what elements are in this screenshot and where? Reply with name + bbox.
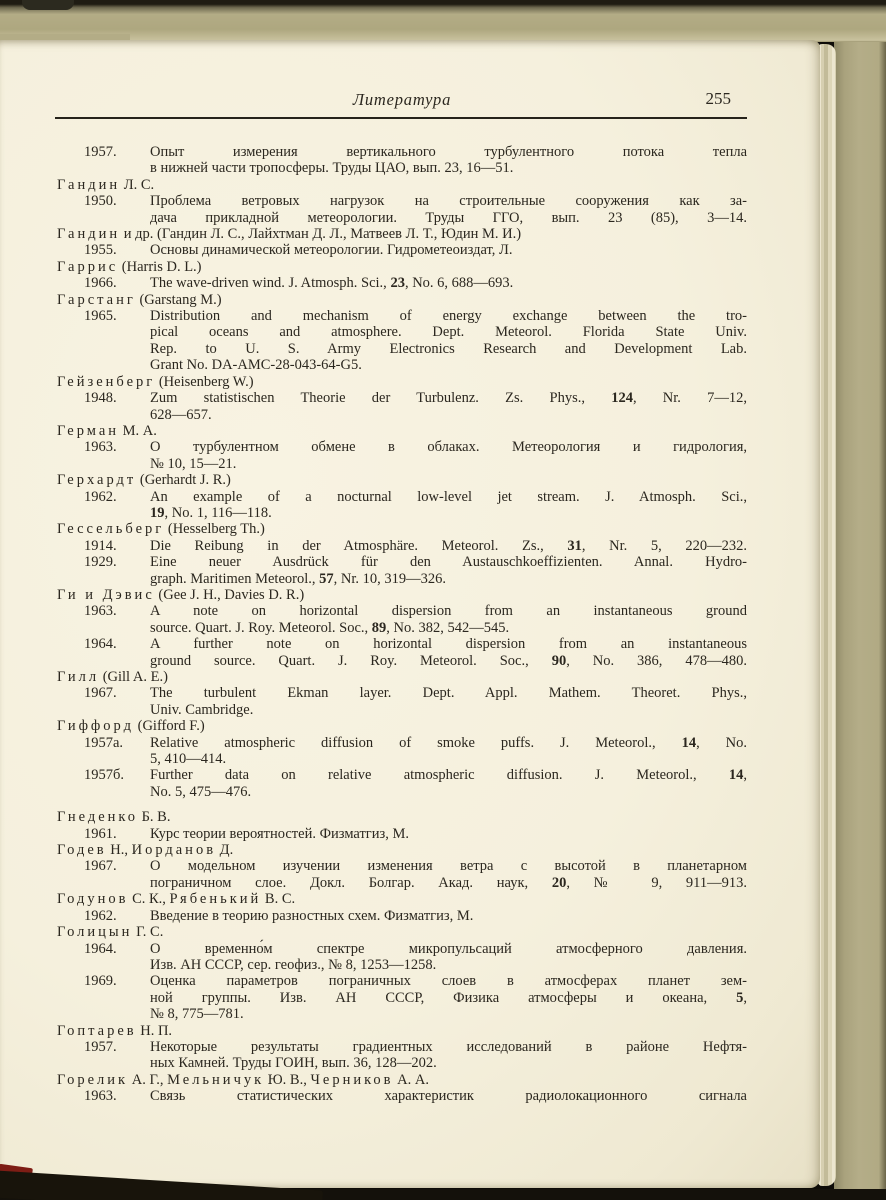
- author-line: [57, 587, 747, 603]
- reference-line: The wave-driven wind. J. Atmosph. Sci., 23, No. 6, 688—693.: [150, 275, 514, 292]
- reference-line: Eine neuer Ausdrück für den Austauschkoeffizienten. Annal. Hydro-: [150, 554, 747, 571]
- reference-line: О временно́м спектре микропульсаций атмосферного давления.: [150, 940, 747, 957]
- author-initials: Н.,: [106, 842, 132, 859]
- author-name: Черников: [310, 1071, 394, 1088]
- reference-year: 1914.: [84, 537, 117, 554]
- author-line: [57, 177, 747, 193]
- reference-line: О модельном изучении изменения ветра с высотой в планетарном: [150, 858, 747, 875]
- reference-entry: [57, 489, 747, 522]
- author-line: [57, 718, 747, 734]
- author-name: Гандин: [57, 226, 121, 243]
- author-initials: С. К.,: [128, 891, 170, 908]
- reference-line: Основы динамической метеорологии. Гидрометеоиздат, Л.: [150, 242, 513, 259]
- author-line: [57, 472, 747, 488]
- author-name: Гарстанг: [57, 291, 136, 308]
- author-name: Горелик: [57, 1071, 129, 1088]
- reference-year: 1967.: [84, 685, 117, 702]
- author-initials: Ю. В.,: [264, 1071, 311, 1088]
- reference-entry: [57, 603, 747, 636]
- reference-line: The turbulent Ekman layer. Dept. Appl. Mathem. Theoret. Phys.,: [150, 685, 747, 702]
- author-line: [57, 891, 747, 907]
- reference-line: An example of a nocturnal low-level jet stream. J. Atmosph. Sci.,: [150, 488, 747, 505]
- author-initials: А. Г.,: [128, 1071, 168, 1088]
- author-line: [57, 924, 747, 940]
- reference-line: Rep. to U. S. Army Electronics Research and Development Lab.: [150, 340, 747, 357]
- reference-year: 1962.: [84, 488, 117, 505]
- author-line: [57, 521, 747, 537]
- reference-year: 1957б.: [84, 767, 125, 784]
- reference-entry: [57, 908, 747, 924]
- reference-entry: [57, 636, 747, 669]
- reference-entry: [57, 144, 747, 177]
- reference-year: 1964.: [84, 940, 117, 957]
- reference-line: Курс теории вероятностей. Физматгиз, М.: [150, 825, 409, 842]
- author-initials: Г. С.: [132, 924, 164, 941]
- reference-line: Изв. АН СССР, сер. геофиз., № 8, 1253—1258.: [150, 956, 437, 973]
- reference-entry: [57, 826, 747, 842]
- reference-year: 1948.: [84, 390, 117, 407]
- reference-line: 19, No. 1, 116—118.: [150, 504, 272, 521]
- author-name: Ги и Дэвис: [57, 586, 155, 603]
- reference-entry: [57, 941, 747, 974]
- reference-line: Введение в теорию разностных схем. Физматгиз, М.: [150, 907, 474, 924]
- reference-line: Опыт измерения вертикального турбулентного потока тепла: [150, 144, 747, 160]
- reference-line: в нижней части тропосферы. Труды ЦАО, вып. 23, 16—51.: [150, 160, 514, 177]
- reference-year: 1965.: [84, 308, 117, 325]
- reference-entry: [57, 767, 747, 800]
- author-name: Годунов: [57, 891, 129, 908]
- author-name: Гоптарев: [57, 1022, 137, 1039]
- top-left-shadow: [22, 0, 74, 10]
- reference-line: Некоторые результаты градиентных исследований в районе Нефтя-: [150, 1038, 747, 1055]
- author-initials: Б. В.: [137, 809, 171, 826]
- reference-line: Further data on relative atmospheric diffusion. J. Meteorol., 14,: [150, 767, 747, 784]
- reference-year: 1957.: [84, 1038, 117, 1055]
- author-name: Годев: [57, 842, 107, 859]
- reference-line: Relative atmospheric diffusion of smoke puffs. J. Meteorol., 14, No.: [150, 734, 747, 751]
- reference-year: 1963.: [84, 439, 117, 456]
- reference-entry: [57, 1039, 747, 1072]
- page-number: 255: [705, 89, 731, 108]
- author-line: [57, 292, 747, 308]
- reference-year: 1963.: [84, 603, 117, 620]
- reference-line: ной группы. Изв. АН СССР, Физика атмосферы и океана, 5,: [150, 989, 747, 1006]
- reference-year: 1967.: [84, 858, 117, 875]
- reference-entry: [57, 685, 747, 718]
- author-name: Гандин: [57, 176, 121, 193]
- reference-line: Grant No. DA-AMC-28-043-64-G5.: [150, 357, 362, 374]
- reference-entry: [57, 735, 747, 768]
- author-name: Герман: [57, 422, 120, 439]
- author-initials: Н. П.: [136, 1022, 173, 1039]
- author-initials: (Harris D. L.): [118, 258, 202, 275]
- author-name: Герхардт: [57, 472, 137, 489]
- reference-line: A further note on horizontal dispersion from an instantaneous: [150, 636, 747, 653]
- author-initials: А. А.: [393, 1071, 429, 1088]
- author-name: Мельничук: [167, 1071, 265, 1088]
- author-name: Гейзенберг: [57, 373, 156, 390]
- book-page: [0, 40, 820, 1188]
- author-name: Гиффорд: [57, 718, 134, 735]
- author-initials: (Garstang M.): [135, 291, 222, 308]
- author-name: Гаррис: [57, 258, 119, 275]
- page-stack-fore-edge: [818, 44, 836, 1186]
- author-line: [57, 809, 747, 825]
- author-line: [57, 842, 747, 858]
- author-initials: (Heisenberg W.): [155, 373, 254, 390]
- reference-line: О турбулентном обмене в облаках. Метеорология и гидрология,: [150, 439, 747, 456]
- reference-year: 1950.: [84, 193, 117, 210]
- book-cover-right-edge: [834, 0, 886, 1200]
- author-initials: (Gerhardt J. R.): [136, 472, 231, 489]
- reference-year: 1964.: [84, 636, 117, 653]
- reference-line: пограничном слое. Докл. Болгар. Акад. наук, 20, № 9, 911—913.: [150, 874, 747, 891]
- reference-entry: [57, 242, 747, 258]
- reference-entry: [57, 439, 747, 472]
- reference-line: № 10, 15—21.: [150, 455, 237, 472]
- reference-line: source. Quart. J. Roy. Meteorol. Soc., 89, No. 382, 542—545.: [150, 619, 510, 636]
- reference-line: Связь статистических характеристик радиолокационного сигнала: [150, 1088, 747, 1105]
- author-initials: (Gee J. H., Davies D. R.): [154, 586, 305, 603]
- author-line: [57, 423, 747, 439]
- reference-year: 1963.: [84, 1088, 117, 1105]
- author-line: [57, 226, 747, 242]
- reference-entry: [57, 858, 747, 891]
- reference-entry: [57, 308, 747, 374]
- reference-entry: [57, 554, 747, 587]
- reference-line: No. 5, 475—476.: [150, 783, 252, 800]
- reference-year: 1966.: [84, 275, 117, 292]
- author-initials: Л. С.: [120, 176, 155, 193]
- author-name: Рябенький: [169, 891, 262, 908]
- reference-entry: [57, 973, 747, 1022]
- reference-line: Die Reibung in der Atmosphäre. Meteorol. Zs., 31, Nr. 5, 220—232.: [150, 537, 748, 554]
- reference-line: Univ. Cambridge.: [150, 701, 254, 718]
- author-name: Иорданов: [131, 842, 217, 859]
- author-initials: (Gill A. E.): [99, 669, 168, 685]
- reference-year: 1969.: [84, 973, 117, 990]
- reference-line: № 8, 775—781.: [150, 1006, 244, 1023]
- author-line: [57, 374, 747, 390]
- reference-line: 628—657.: [150, 406, 212, 423]
- reference-line: pical oceans and atmosphere. Dept. Meteorol. Florida State Univ.: [150, 324, 747, 341]
- reference-entry: [57, 275, 747, 291]
- reference-year: 1929.: [84, 554, 117, 571]
- author-initials: и др. (Гандин Л. С., Лайхтман Д. Л., Матвеев Л. Т., Юдин М. И.): [120, 226, 522, 243]
- author-name: Голицын: [57, 924, 133, 941]
- reference-entry: [57, 390, 747, 423]
- author-initials: М. А.: [119, 422, 157, 439]
- author-line: [57, 259, 747, 275]
- reference-entry: [57, 538, 747, 554]
- reference-line: ных Камней. Труды ГОИН, вып. 36, 128—202.: [150, 1055, 437, 1072]
- reference-year: 1962.: [84, 907, 117, 924]
- book-top-edge: [0, 0, 886, 42]
- reference-line: Distribution and mechanism of energy exchange between the tro-: [150, 308, 747, 325]
- author-line: [57, 669, 747, 685]
- reference-year: 1961.: [84, 825, 117, 842]
- reference-line: Оценка параметров пограничных слоев в атмосферах планет зем-: [150, 973, 747, 990]
- author-line: [57, 1023, 747, 1039]
- author-line: [57, 1072, 747, 1088]
- reference-line: дача прикладной метеорологии. Труды ГГО, вып. 23 (85), 3—14.: [150, 209, 747, 226]
- header-rule: [55, 117, 747, 119]
- reference-entry: [57, 1088, 747, 1104]
- page-title: Литература: [352, 90, 452, 109]
- bibliography: [57, 144, 747, 1105]
- reference-line: Zum statistischen Theorie der Turbulenz. Zs. Phys., 124, Nr. 7—12,: [150, 390, 748, 407]
- author-initials: Д.: [216, 842, 234, 859]
- reference-entry: [57, 193, 747, 226]
- reference-year: 1955.: [84, 242, 117, 259]
- reference-line: A note on horizontal dispersion from an instantaneous ground: [150, 603, 747, 620]
- reference-line: 5, 410—414.: [150, 751, 227, 768]
- author-name: Гессельберг: [57, 521, 165, 538]
- reference-year: 1957а.: [84, 734, 124, 751]
- author-name: Гнеденко: [57, 809, 138, 826]
- author-initials: В. С.: [261, 891, 296, 908]
- reference-line: ground source. Quart. J. Roy. Meteorol. Soc., 90, No. 386, 478—480.: [150, 652, 747, 669]
- reference-line: graph. Maritimen Meteorol., 57, Nr. 10, 319—326.: [150, 570, 446, 587]
- author-initials: (Hesselberg Th.): [164, 521, 265, 538]
- author-name: Гилл: [57, 669, 100, 685]
- reference-line: Проблема ветровых нагрузок на строительные сооружения как за-: [150, 193, 747, 210]
- author-initials: (Gifford F.): [133, 718, 205, 735]
- reference-year: 1957.: [84, 144, 117, 160]
